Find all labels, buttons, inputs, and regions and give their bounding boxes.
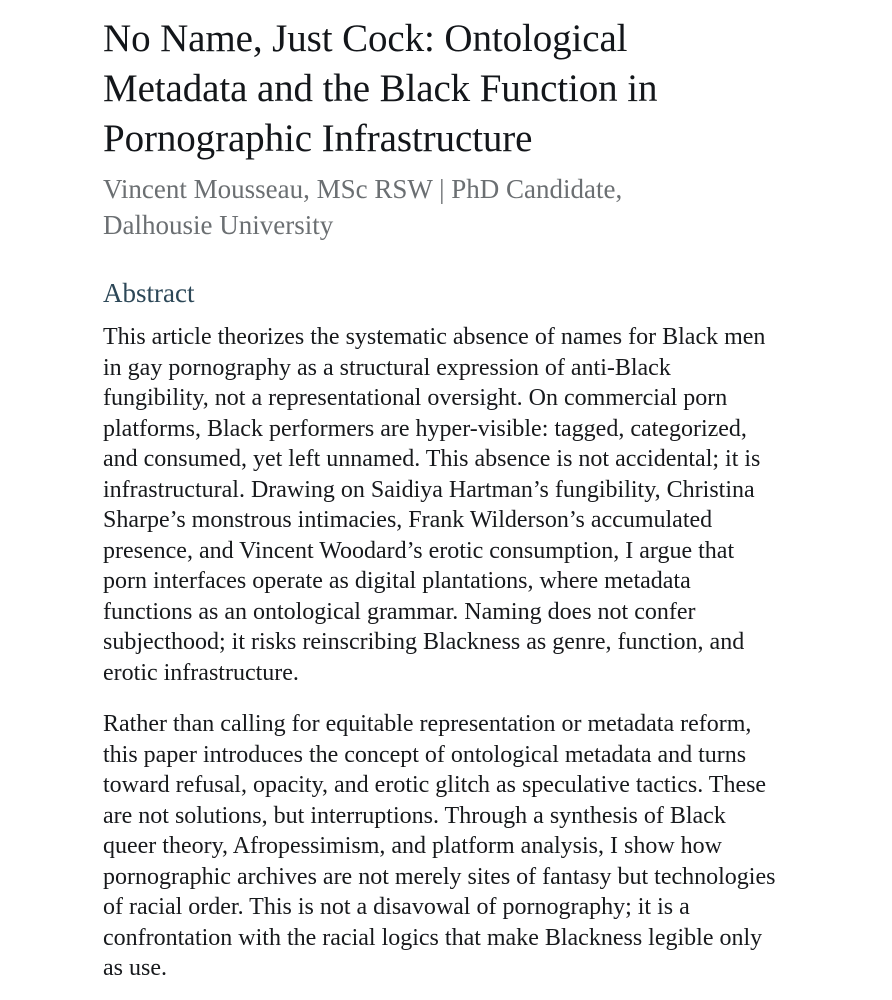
abstract-paragraph: This article theorizes the systematic absence of names for Black men in gay pornography as a structural expression of anti-Black fungibility, not a representational oversight. On commercial porn platforms, Black performers are hyper-visible: tagged, categorized, and consumed, yet left unnamed. This absence is not accidental; it is infrastructural. Drawing on Saidiya Hartman’s fungibility, Christina Sharpe’s monstrous intimacies, Frank Wilderson’s accumulated presence, and Vincent Woodard’s erotic consumption, I argue that porn interfaces operate as digital plantations, where metadata functions as an ontological grammar. Naming does not confer subjecthood; it risks reinscribing Blackness as genre, function, and erotic infrastructure.	[103, 324, 766, 686]
abstract-heading: Abstract	[103, 278, 195, 308]
abstract-paragraph: Rather than calling for equitable representation or metadata reform, this paper introduces the concept of ontological metadata and turns toward refusal, opacity, and erotic glitch as speculative tactics. These are not solutions, but interruptions. Through a synthesis of Black queer theory, Afropessimism, and platform analysis, I show how pornographic archives are not merely sites of fantasy but technologies of racial order. This is not a disavowal of pornography; it is a confrontation with the racial logics that make Blackness legible only as use.	[103, 711, 776, 981]
abstract-body	[103, 322, 780, 984]
author-byline: Vincent Mousseau, MSc RSW | PhD Candidate, Dalhousie University	[103, 174, 623, 240]
page-title: No Name, Just Cock: Ontological Metadata and the Black Function in Pornographic Infrastructure	[103, 17, 658, 160]
